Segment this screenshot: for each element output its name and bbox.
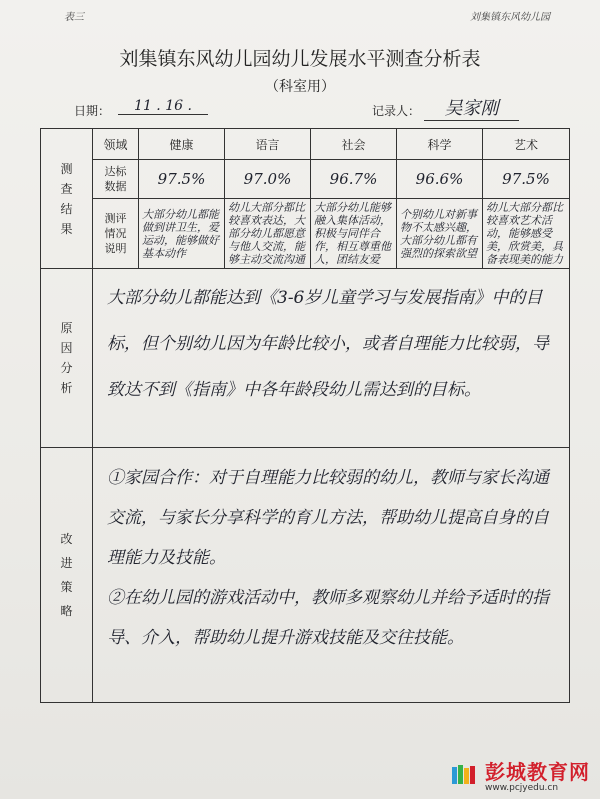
kindergarten-stamp-text: 刘集镇东风幼儿园 — [470, 12, 550, 23]
rate-language: 97.0% — [225, 160, 311, 199]
explanation-health: 大部分幼儿都能做到讲卫生，爱运动，能够做好基本动作 — [139, 199, 225, 269]
document-title: 刘集镇东风幼儿园幼儿发展水平测查分析表 — [119, 48, 481, 70]
domain-art: 艺术 — [483, 129, 570, 160]
domain-header-row — [41, 129, 570, 160]
explanation-row-label: 测评情况说明 — [93, 199, 139, 269]
assessment-table — [40, 128, 570, 703]
book-logo-icon — [451, 764, 479, 786]
rate-health: 97.5% — [139, 160, 225, 199]
rate-science: 96.6% — [397, 160, 483, 199]
section-label-test-results: 测查结果 — [41, 129, 93, 269]
explanation-science: 个别幼儿对新事物不太感兴趣，大部分幼儿都有强烈的探索欲望 — [397, 199, 483, 269]
improvement-item-1: ①家园合作：对于自理能力比较弱的幼儿，教师与家长沟通交流，与家长分享科学的育儿方法，帮助幼儿提高自身的自理能力及技能。 — [107, 468, 549, 568]
rate-row — [41, 160, 570, 199]
domain-language: 语言 — [225, 129, 311, 160]
reason-row — [41, 269, 570, 448]
watermark-site-name: 彭城教育网 — [485, 760, 590, 784]
date-value: 11 . 16 . — [118, 98, 208, 115]
domain-social: 社会 — [311, 129, 397, 160]
explanation-row — [41, 199, 570, 269]
rate-social: 96.7% — [311, 160, 397, 199]
improvement-item-2: ②在幼儿园的游戏活动中，教师多观察幼儿并给予适时的指导、介入，帮助幼儿提升游戏技能及交往技能。 — [107, 588, 549, 648]
reason-analysis-text: 大部分幼儿都能达到《3-6岁儿童学习与发展指南》中的目标，但个别幼儿因为年龄比较小，或者自理能力比较弱，导致达不到《指南》中各年龄段幼儿需达到的目标。 — [93, 269, 570, 448]
recorder-label: 记录人： — [372, 104, 421, 118]
date-label: 日期： — [74, 104, 111, 118]
table-number: 表三 — [64, 12, 84, 23]
section-label-improvement: 改进策略 — [41, 448, 93, 703]
improvement-text — [93, 448, 570, 703]
domain-science: 科学 — [397, 129, 483, 160]
explanation-social: 大部分幼儿能够融入集体活动，积极与同伴合作，相互尊重他人，团结友爱 — [311, 199, 397, 269]
domain-column-label: 领域 — [93, 129, 139, 160]
watermark-site-url: www.pcjyedu.cn — [485, 783, 559, 793]
domain-health: 健康 — [139, 129, 225, 160]
rate-art: 97.5% — [483, 160, 570, 199]
improvement-row — [41, 448, 570, 703]
site-watermark — [451, 756, 590, 793]
explanation-language: 幼儿大部分都比较喜欢表达，大部分幼儿都愿意与他人交流，能够主动交流沟通 — [225, 199, 311, 269]
document-subtitle: （科室用） — [265, 79, 335, 95]
section-label-reason: 原因分析 — [41, 269, 93, 448]
rate-row-label: 达标数据 — [93, 160, 139, 199]
explanation-art: 幼儿大部分都比较喜欢艺术活动，能够感受美，欣赏美，具备表现美的能力 — [483, 199, 570, 269]
recorder-value: 吴家刚 — [424, 94, 519, 121]
